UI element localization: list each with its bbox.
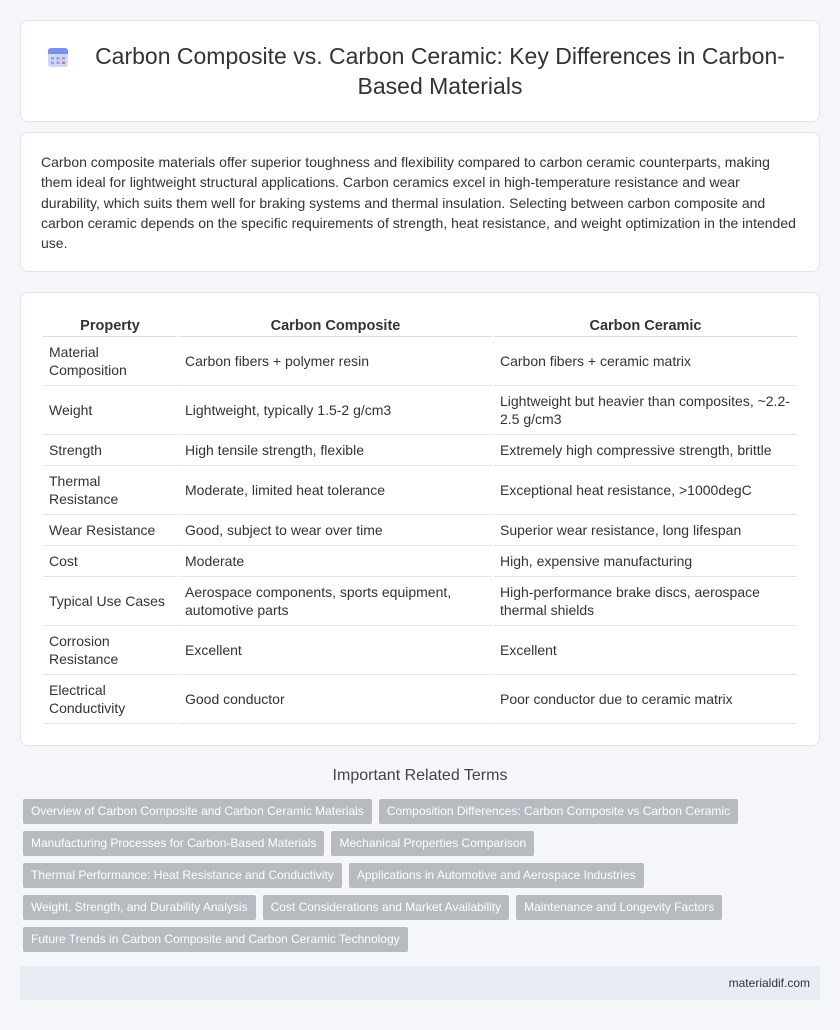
- table-row: [43, 546, 797, 577]
- table-cell-property: Wear Resistance: [43, 515, 177, 546]
- table-cell-ceramic: Carbon fibers + ceramic matrix: [494, 337, 797, 386]
- column-header-property: Property: [43, 313, 177, 337]
- table-cell-composite: Moderate, limited heat tolerance: [179, 466, 492, 515]
- table-row: [43, 626, 797, 675]
- intro-paragraph: Carbon composite materials offer superior toughness and flexibility compared to carbon ceramic counterparts, making them ideal for lightweight structural applications. Carbon ceramics excel in high-temperature resistance and wear durability, which suits them well for braking systems and thermal insulation. Selecting between carbon composite and carbon ceramic depends on the specific requirements of strength, heat resistance, and weight optimization in the intended use.: [41, 154, 796, 252]
- table-cell-ceramic: Excellent: [494, 626, 797, 675]
- table-row: [43, 577, 797, 626]
- table-cell-property: Weight: [43, 386, 177, 435]
- tag-row: [23, 799, 823, 825]
- table-row: [43, 337, 797, 386]
- table-cell-property: Typical Use Cases: [43, 577, 177, 626]
- column-header-carbon-ceramic: Carbon Ceramic: [494, 313, 797, 337]
- related-term-link[interactable]: Composition Differences: Carbon Composite vs Carbon Ceramic: [379, 799, 738, 824]
- table-cell-composite: Moderate: [179, 546, 492, 577]
- table-cell-composite: Lightweight, typically 1.5-2 g/cm3: [179, 386, 492, 435]
- footer-site-name[interactable]: materialdif.com: [728, 976, 810, 990]
- table-cell-ceramic: High-performance brake discs, aerospace thermal shields: [494, 577, 797, 626]
- column-header-carbon-composite: Carbon Composite: [179, 313, 492, 337]
- related-term-link[interactable]: Weight, Strength, and Durability Analysis: [23, 895, 256, 920]
- related-term-link[interactable]: Overview of Carbon Composite and Carbon Ceramic Materials: [23, 799, 372, 824]
- table-row: [43, 675, 797, 724]
- comparison-table-card: [20, 292, 820, 746]
- related-term-link[interactable]: Mechanical Properties Comparison: [331, 831, 534, 856]
- related-terms-list: [23, 799, 823, 959]
- table-cell-property: Thermal Resistance: [43, 466, 177, 515]
- table-row: [43, 466, 797, 515]
- table-cell-composite: Excellent: [179, 626, 492, 675]
- tag-row: [23, 831, 823, 857]
- footer: [20, 966, 820, 1000]
- related-term-link[interactable]: Manufacturing Processes for Carbon-Based Materials: [23, 831, 324, 856]
- related-term-link[interactable]: Maintenance and Longevity Factors: [516, 895, 722, 920]
- table-cell-property: Electrical Conductivity: [43, 675, 177, 724]
- tag-row: [23, 895, 823, 921]
- table-cell-composite: Carbon fibers + polymer resin: [179, 337, 492, 386]
- table-cell-property: Material Composition: [43, 337, 177, 386]
- table-row: [43, 515, 797, 546]
- table-cell-property: Corrosion Resistance: [43, 626, 177, 675]
- table-cell-ceramic: Lightweight but heavier than composites, ~2.2-2.5 g/cm3: [494, 386, 797, 435]
- comparison-table: [41, 313, 799, 724]
- tag-row: [23, 927, 823, 953]
- table-cell-ceramic: Extremely high compressive strength, brittle: [494, 435, 797, 466]
- table-cell-composite: Good conductor: [179, 675, 492, 724]
- table-row: [43, 435, 797, 466]
- header-card: [20, 20, 820, 122]
- related-terms-heading: Important Related Terms: [332, 767, 508, 784]
- table-cell-composite: Good, subject to wear over time: [179, 515, 492, 546]
- table-cell-ceramic: Exceptional heat resistance, >1000degC: [494, 466, 797, 515]
- tag-row: [23, 863, 823, 889]
- table-cell-ceramic: High, expensive manufacturing: [494, 546, 797, 577]
- page-title: Carbon Composite vs. Carbon Ceramic: Key Differences in Carbon-Based Materials: [95, 43, 785, 99]
- table-cell-ceramic: Poor conductor due to ceramic matrix: [494, 675, 797, 724]
- related-term-link[interactable]: Future Trends in Carbon Composite and Carbon Ceramic Technology: [23, 927, 408, 952]
- table-cell-property: Cost: [43, 546, 177, 577]
- table-cell-property: Strength: [43, 435, 177, 466]
- related-term-link[interactable]: Thermal Performance: Heat Resistance and Conductivity: [23, 863, 342, 888]
- table-cell-composite: High tensile strength, flexible: [179, 435, 492, 466]
- table-cell-composite: Aerospace components, sports equipment, automotive parts: [179, 577, 492, 626]
- related-term-link[interactable]: Applications in Automotive and Aerospace Industries: [349, 863, 644, 888]
- intro-card: [20, 132, 820, 272]
- table-header-row: [43, 313, 797, 337]
- table-row: [43, 386, 797, 435]
- related-term-link[interactable]: Cost Considerations and Market Availability: [263, 895, 510, 920]
- table-cell-ceramic: Superior wear resistance, long lifespan: [494, 515, 797, 546]
